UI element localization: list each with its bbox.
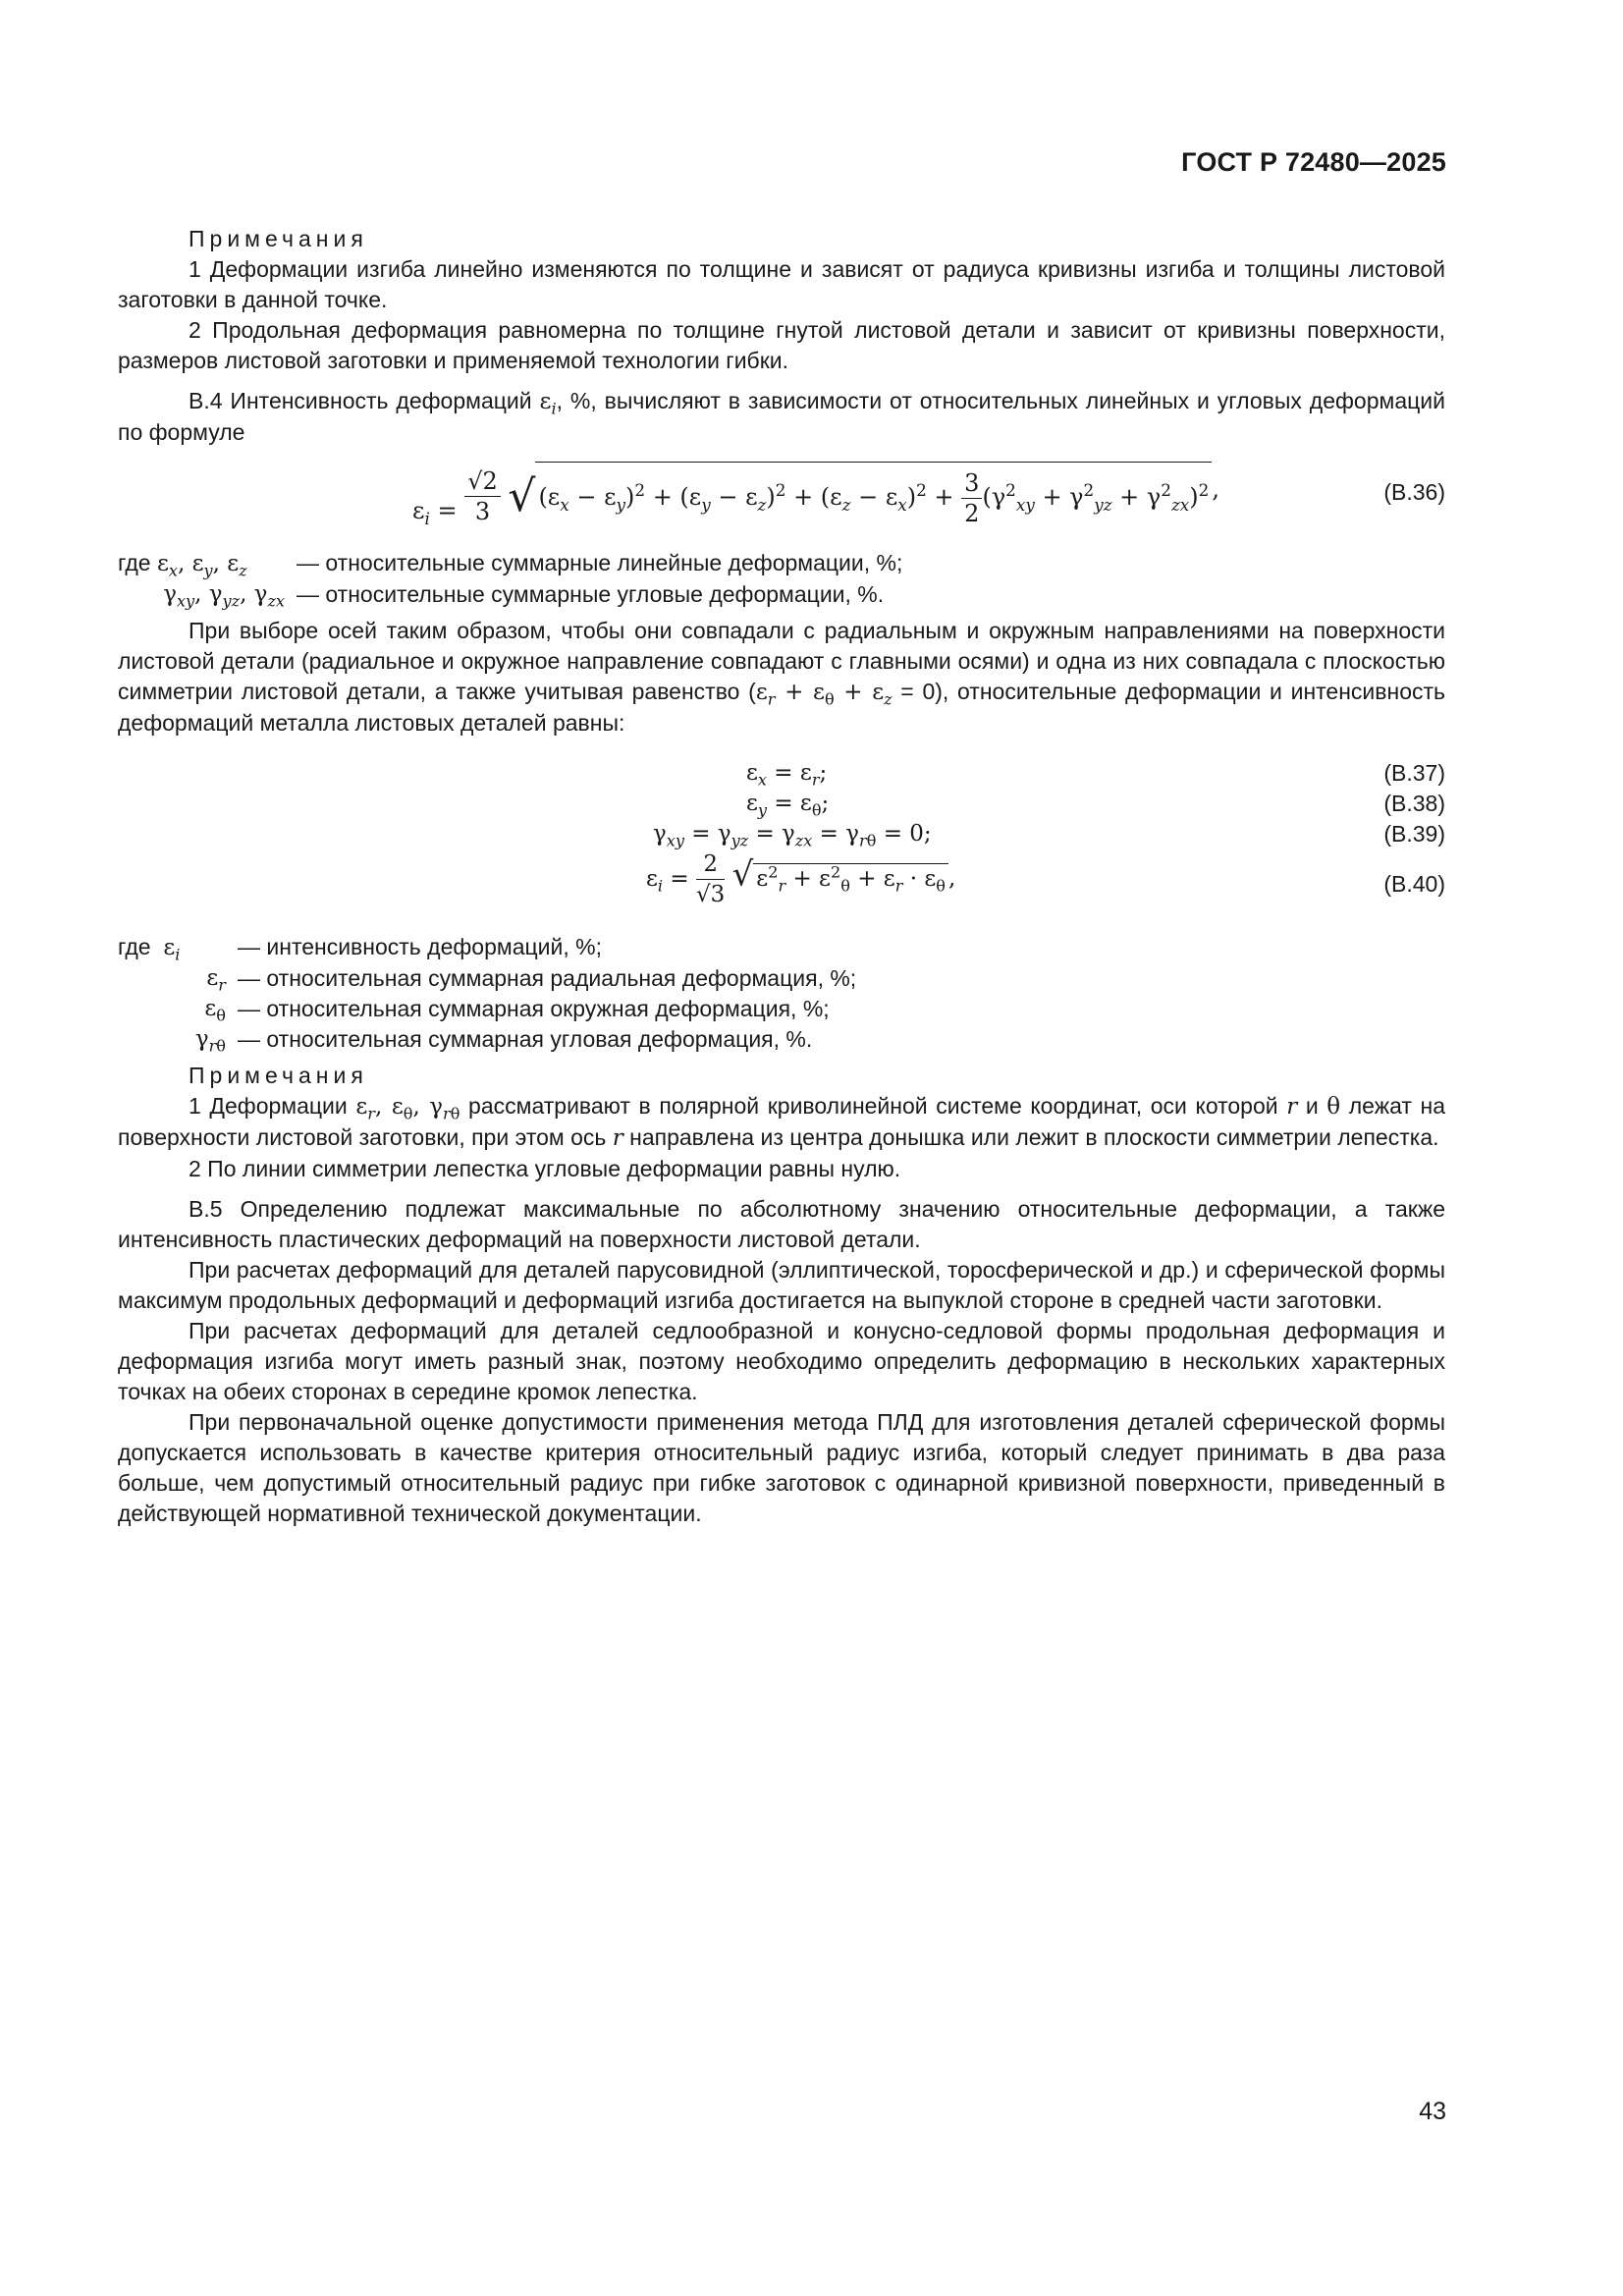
- note-1: 1 Деформации $\varepsilon_r$, $\varepsilon_\theta$, $\gamma_{r\theta}$ рассматривают в полярной криволинейной системе координат, оси которой r и θ лежат на поверхности листовой заготовки, при этом ось r направлена из центра донышка или лежит в плоскости симметрии лепестка.: [118, 1093, 1446, 1151]
- note-2: 2 По линии симметрии лепестка угловые деформации равны нулю.: [189, 1156, 901, 1181]
- definition-item: $\gamma_{xy}$, $\gamma_{yz}$, $\gamma_{zx}$ — относительные суммарные угловые деформации, %.: [163, 581, 885, 611]
- notes-title: Примечания: [189, 226, 368, 251]
- axes-paragraph: При выборе осей таким образом, чтобы они совпадали с радиальным и окружным направлениями на поверхности листовой детали (радиальное и окружное направление совпадают с главными осями) и одна из них совпадала с плоскостью симметрии листовой детали, а также учитывая равенство $(\varepsilon_r + \varepsilon_\theta + \varepsilon_z = 0)$, относительные деформации и интенсивность деформаций металла листовых деталей равны:: [118, 618, 1445, 736]
- note-1: 1 Деформации изгиба линейно изменяются по толщине и зависят от радиуса кривизны изгиба и толщины листовой заготовки в данной точке.: [118, 256, 1445, 312]
- equation-b36-number: (В.36): [1383, 479, 1445, 505]
- notes-title: Примечания: [189, 1063, 368, 1088]
- section-b5-paragraph-1: В.5 Определению подлежат максимальные по абсолютному значению относительные деформации, а также интенсивность пластических деформаций на поверхности листовой детали.: [118, 1196, 1445, 1252]
- equation-b36-formula: $\varepsilon_i$ = $\frac{√2}{3}$ √ $(\varepsilon_x - \varepsilon_y)^2 + (\varepsilon_y - \varepsilon_z)^2 + (\varepsilon_z - \varepsilon_x)^2$ + $\frac{3}{2}$ $(\gamma^2_{xy} + \gamma^2_{yz} + \gamma^2_{zx})^2$ ,: [412, 454, 1219, 520]
- section-b4-intro: В.4 Интенсивность деформаций $\varepsilon_i$, %, вычисляют в зависимости от относительных линейных и угловых деформаций по формуле: [118, 388, 1445, 445]
- document-code: ГОСТ Р 72480—2025: [1181, 147, 1446, 177]
- definitions-2: [118, 932, 1445, 1055]
- page-content: [118, 224, 1445, 1529]
- definitions-1: [118, 548, 1445, 610]
- page-number: 43: [1419, 2098, 1446, 2125]
- equation-b36: [118, 454, 1445, 542]
- equations-b37-b40: [118, 758, 1445, 920]
- equation-b40: $\varepsilon_i$ = $\frac{2}{√3}$ √ $\varepsilon^2_r + \varepsilon^2_\theta + \varepsilon_r \cdot \varepsilon_\theta$ , (В.40): [646, 851, 1445, 907]
- equation-b37: $\varepsilon_x = \varepsilon_r$; (В.37): [746, 760, 1445, 790]
- definition-item: $\gamma_{r\theta}$ — относительная суммарная угловая деформация, %.: [194, 1026, 813, 1056]
- definition-item: $\varepsilon_\theta$ — относительная суммарная окружная деформация, %;: [204, 996, 830, 1025]
- equation-b38: $\varepsilon_y = \varepsilon_\theta$; (В.38): [746, 791, 1445, 820]
- section-b5-paragraph-2: При расчетах деформаций для деталей парусовидной (эллиптической, торосферической и др.) и сферической формы максимум продольных деформаций и деформаций изгиба достигается на выпуклой стороне в средней части заготовки.: [118, 1257, 1445, 1313]
- equation-b39: $\gamma_{xy} = \gamma_{yz} = \gamma_{zx} = \gamma_{r\theta} = 0$; (В.39): [653, 821, 1445, 850]
- note-2: 2 Продольная деформация равномерна по толщине гнутой листовой детали и зависит от кривизны поверхности, размеров листовой заготовки и применяемой технологии гибки.: [118, 317, 1445, 373]
- section-b5-paragraph-4: При первоначальной оценке допустимости применения метода ПЛД для изготовления деталей сферической формы допускается использовать в качестве критерия относительный радиус изгиба, который следует принимать в два раза больше, чем допустимый относительный радиус при гибке заготовок с одинарной кривизной поверхности, приведенный в действующей нормативной технической документации.: [118, 1409, 1445, 1526]
- section-b5-paragraph-3: При расчетах деформаций для деталей седлообразной и конусно-седловой формы продольная деформация и деформация изгиба могут иметь разный знак, поэтому необходимо определить деформацию в нескольких характерных точках на обеих сторонах в середине кромок лепестка.: [118, 1318, 1445, 1404]
- definition-item: где $\varepsilon_x$, $\varepsilon_y$, $\varepsilon_z$ — относительные суммарные линейные деформации, %;: [118, 550, 903, 580]
- definition-item: где $\varepsilon_i$ — интенсивность деформаций, %;: [118, 934, 602, 964]
- definition-item: $\varepsilon_r$ — относительная суммарная радиальная деформация, %;: [206, 965, 857, 995]
